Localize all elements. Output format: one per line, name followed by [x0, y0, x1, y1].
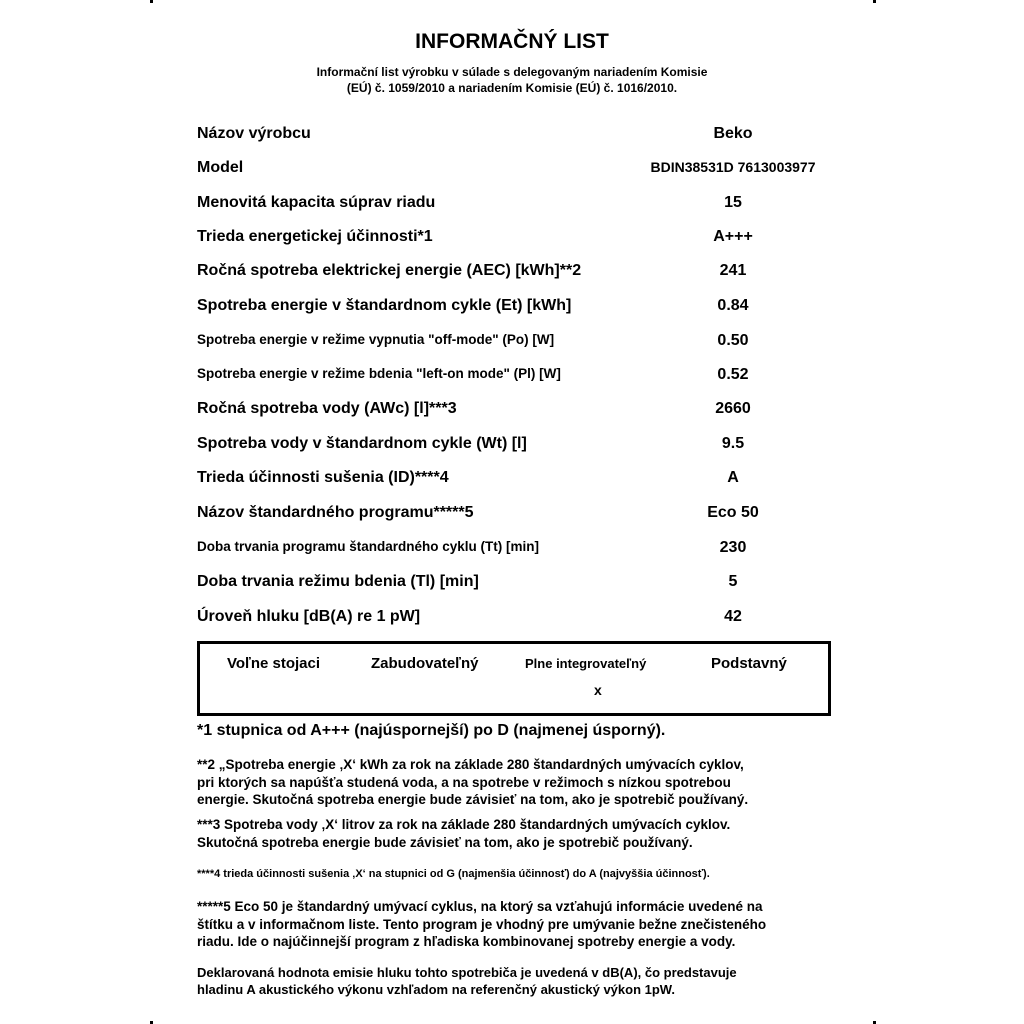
row-off-mode [197, 332, 837, 356]
row-label: Spotreba energie v štandardnom cykle (Et) [kWh] [197, 297, 572, 314]
footnote-line: štítku a v informačnom liste. Tento program je vhodný pre umývanie bežne znečisteného [197, 916, 767, 932]
row-annual-water [197, 400, 837, 424]
page-title: INFORMAČNÝ LIST [415, 30, 609, 53]
installation-freestanding: Voľne stojaci [227, 655, 321, 672]
row-label: Spotreba energie v režime bdenia "left-on mode" (Pl) [W] [197, 366, 561, 381]
subtitle [0, 64, 1024, 96]
row-value: A [727, 469, 739, 486]
footnote-line: Deklarovaná hodnota emisie hluku tohto spotrebiča je uvedená v dB(A), čo predstavuje [197, 965, 737, 980]
row-label: Doba trvania režimu bdenia (Tl) [min] [197, 573, 479, 590]
footnote-line: energie. Skutočná spotreba energie bude závisieť na tom, ako je spotrebič používaný. [197, 792, 749, 807]
installation-built-in: Zabudovateľný [371, 655, 479, 672]
row-energy-class [197, 228, 837, 252]
footnote-line: *****5 Eco 50 je štandardný umývací cyklus, na ktorý sa vzťahujú informácie uvedené na [197, 899, 763, 914]
row-label: Trieda účinnosti sušenia (ID)****4 [197, 469, 449, 486]
row-program-duration [197, 539, 837, 563]
row-noise-level [197, 608, 837, 632]
installation-under-counter: Podstavný [711, 655, 787, 672]
row-label: Menovitá kapacita súprav riadu [197, 194, 436, 211]
row-value: 0.50 [717, 332, 749, 349]
installation-type-box [197, 641, 831, 716]
footnote-line: **2 „Spotreba energie ‚X‘ kWh za rok na základe 280 štandardných umývacích cyklov, [197, 757, 744, 772]
row-label: Spotreba vody v štandardnom cykle (Wt) [l] [197, 435, 527, 452]
row-value: 9.5 [721, 435, 745, 452]
row-drying-class [197, 469, 837, 493]
footnote-5 [197, 898, 837, 951]
row-label: Názov štandardného programu*****5 [197, 504, 474, 521]
row-label: Spotreba energie v režime vypnutia "off-mode" (Po) [W] [197, 332, 555, 347]
corner-mark-top-right [873, 0, 876, 3]
row-capacity [197, 194, 837, 218]
row-value: BDIN38531D 7613003977 [650, 159, 816, 175]
footnote-2 [197, 756, 837, 809]
row-left-on-duration [197, 573, 837, 597]
row-value: 0.84 [717, 297, 749, 314]
row-label: Model [197, 159, 244, 176]
corner-mark-top-left [150, 0, 153, 3]
row-value: 42 [724, 608, 742, 625]
row-value: A+++ [713, 228, 753, 245]
footnote-1: *1 stupnica od A+++ (najúspornejší) po D (najmenej úsporný). [197, 722, 666, 739]
footnote-3 [197, 816, 837, 851]
row-value: Beko [713, 125, 753, 142]
row-value: 2660 [715, 400, 751, 417]
subtitle-line-1: Informační list výrobku v súlade s delegovaným nariadením Komisie [316, 65, 708, 79]
row-value: 15 [724, 194, 742, 211]
row-value: 5 [728, 573, 738, 590]
row-label: Doba trvania programu štandardného cyklu (Tt) [min] [197, 539, 540, 554]
row-annual-energy [197, 262, 837, 286]
subtitle-line-2: (EÚ) č. 1059/2010 a nariadením Komisie (EÚ) č. 1016/2010. [346, 81, 678, 95]
footnote-line: hladinu A akustického výkonu vzhľadom na referenčný akustický výkon 1pW. [197, 982, 675, 997]
row-value: 230 [719, 539, 747, 556]
row-left-on-mode [197, 366, 837, 390]
row-value: Eco 50 [707, 504, 759, 521]
row-manufacturer [197, 125, 837, 149]
row-model [197, 159, 837, 183]
row-value: 241 [719, 262, 747, 279]
footnote-line: ***3 Spotreba vody ‚X‘ litrov za rok na základe 280 štandardných umývacích cyklov. [197, 817, 731, 832]
row-cycle-energy [197, 297, 837, 321]
installation-selected-mark: x [594, 682, 602, 698]
row-label: Názov výrobcu [197, 125, 311, 142]
row-cycle-water [197, 435, 837, 459]
footnote-4: ****4 trieda účinnosti sušenia ‚X‘ na stupnici od G (najmenšia účinnosť) do A (najvyššia účinnosť). [197, 868, 710, 880]
row-label: Ročná spotreba elektrickej energie (AEC) [kWh]**2 [197, 262, 582, 279]
footnote-line: Skutočná spotreba energie bude závisieť na tom, ako je spotrebič používaný. [197, 834, 693, 850]
row-label: Ročná spotreba vody (AWc) [l]***3 [197, 400, 457, 417]
row-value: 0.52 [717, 366, 749, 383]
row-label: Trieda energetickej účinnosti*1 [197, 228, 433, 245]
row-standard-program [197, 504, 837, 528]
row-label: Úroveň hluku [dB(A) re 1 pW] [197, 608, 421, 625]
footnote-line: riadu. Ide o najúčinnejší program z hľadiska kombinovanej spotreby energie a vody. [197, 934, 736, 949]
footnote-line: pri ktorých sa napúšťa studená voda, a na spotrebe v režimoch s nízkou spotrebou [197, 774, 731, 790]
noise-declaration [197, 964, 837, 998]
installation-fully-integrated: Plne integrovateľný [525, 656, 647, 671]
